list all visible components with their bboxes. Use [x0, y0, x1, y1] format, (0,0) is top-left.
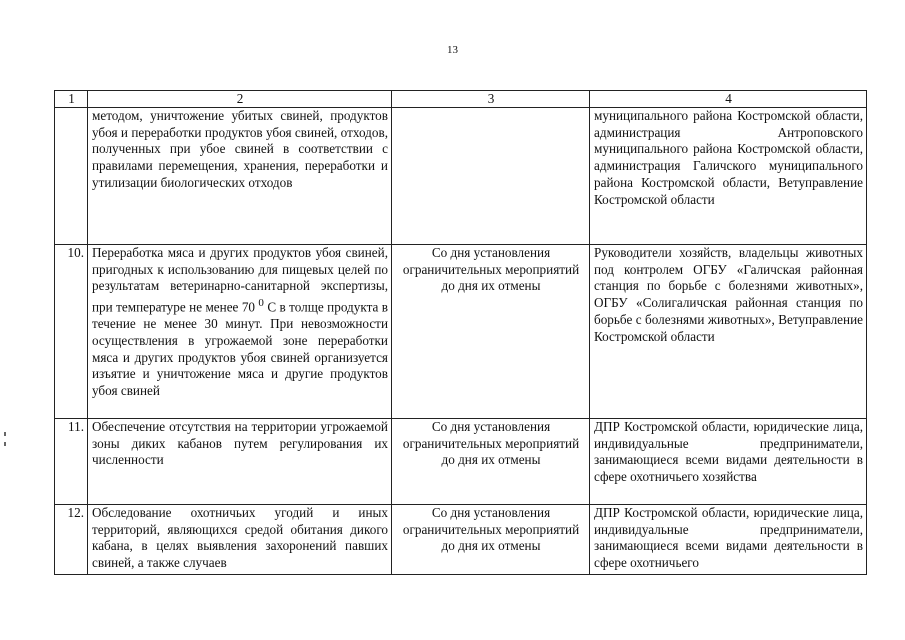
measures-table: [54, 90, 867, 575]
table-row: [55, 505, 867, 575]
measure-cell: методом, уничтожение убитых свиней, продуктов убоя и переработки продуктов убоя свиней, отходов, полученных при убое свиней в соответствии с правилами перемещения, хранения, переработки и утилизации биологических отходов: [88, 108, 392, 245]
responsible-cell: Руководители хозяйств, владельцы животных под контролем ОГБУ «Галичская районная станция по борьбе с болезнями животных», ОГБУ «Солигаличская районная станция по борьбе с болезнями животных», Ветуправление Костромской области: [590, 245, 867, 419]
measure-cell: Переработка мяса и других продуктов убоя свиней, пригодных к использованию для пищевых целей по результатам ветеринарно-санитарной экспертизы, при температуре не менее 70 $^0$ С в толще продукта в течение не менее 30 минут. При невозможности осуществления в угрожаемой зоне переработки мяса и других продуктов убоя свиней организуется изъятие и уничтожение мяса и другие продуктов убоя свиней: [88, 245, 392, 419]
page-number: 13: [447, 44, 458, 56]
header-col-4: 4: [590, 91, 867, 108]
table-row: [55, 245, 867, 419]
term-cell: Со дня установления ограничительных мероприятий до дня их отмены: [392, 505, 590, 575]
row-number: 10.: [55, 245, 88, 419]
table-row: [55, 419, 867, 505]
header-col-2: 2: [88, 91, 392, 108]
responsible-cell: муниципального района Костромской области, администрация Антроповского муниципального района Костромской области, администрация Галичского муниципального района Костромской области, Ветуправление Костромской области: [590, 108, 867, 245]
row-number: 12.: [55, 505, 88, 575]
header-col-3: 3: [392, 91, 590, 108]
scan-margin-mark: [4, 442, 6, 446]
term-cell: Со дня установления ограничительных мероприятий до дня их отмены: [392, 419, 590, 505]
term-cell: Со дня установления ограничительных мероприятий до дня их отмены: [392, 245, 590, 419]
table-header-row: [55, 91, 867, 108]
scan-margin-mark: [4, 432, 6, 436]
measure-cell: Обследование охотничьих угодий и иных территорий, являющихся средой обитания дикого кабана, в целях выявления захоронений павших свиней, а также случаев: [88, 505, 392, 575]
term-cell: [392, 108, 590, 245]
table-row: [55, 108, 867, 245]
measure-cell: Обеспечение отсутствия на территории угрожаемой зоны диких кабанов путем регулирования их численности: [88, 419, 392, 505]
responsible-cell: ДПР Костромской области, юридические лица, индивидуальные предприниматели, занимающиеся всеми видами деятельности в сфере охотничьего: [590, 505, 867, 575]
header-col-1: 1: [55, 91, 88, 108]
row-number: 11.: [55, 419, 88, 505]
row-number: [55, 108, 88, 245]
responsible-cell: ДПР Костромской области, юридические лица, индивидуальные предприниматели, занимающиеся всеми видами деятельности в сфере охотничьего хозяйства: [590, 419, 867, 505]
